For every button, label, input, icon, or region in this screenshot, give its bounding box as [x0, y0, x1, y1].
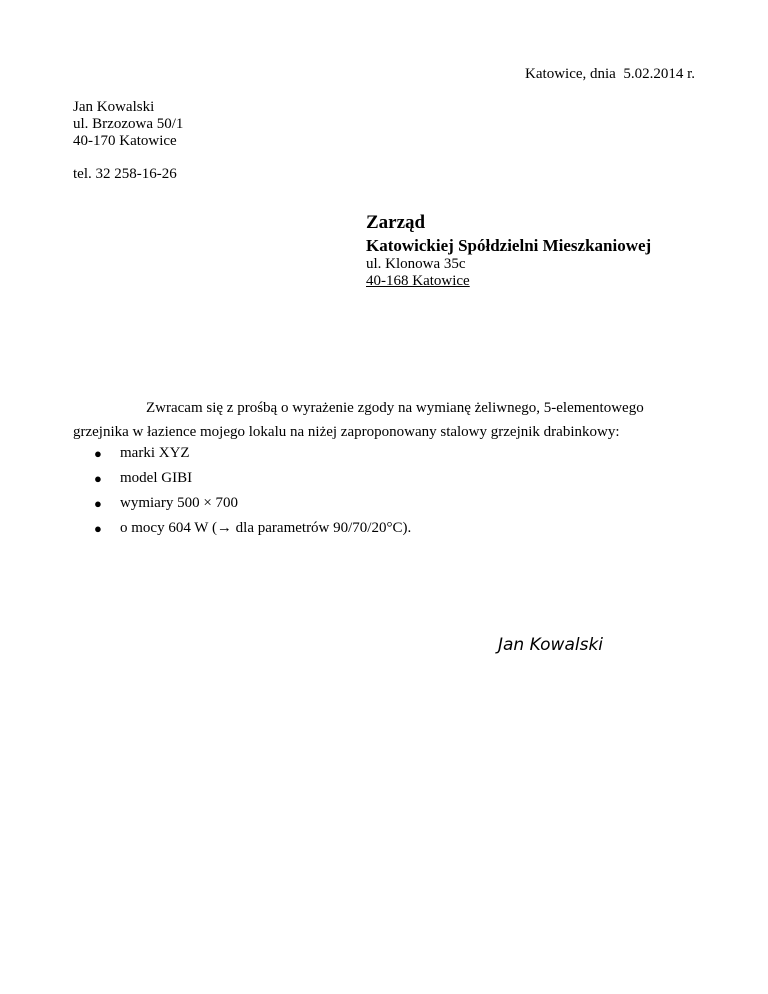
list-item-text: marki XYZ	[120, 445, 190, 461]
bullet-icon: ●	[94, 521, 102, 536]
paragraph-line-1: Zwracam się z prośbą o wyrażenie zgody na wymianę żeliwnego, 5-elementowego	[146, 400, 644, 416]
list-item-text: o mocy 604 W (→ dla parametrów 90/70/20°C).	[120, 520, 412, 536]
list-item	[73, 494, 411, 519]
recipient-title: Zarząd	[366, 212, 426, 233]
bullet-icon: ●	[94, 471, 102, 486]
sender-street: ul. Brzozowa 50/1	[73, 116, 184, 132]
body-paragraph	[73, 396, 693, 444]
sender-address	[73, 99, 183, 150]
bullet-icon: ●	[94, 496, 102, 511]
list-item	[73, 519, 411, 544]
paragraph-line-2: grzejnika w łazience mojego lokalu na niżej zaproponowany stalowy grzejnik drabinkowy:	[73, 424, 620, 440]
recipient-street: ul. Klonowa 35c	[366, 256, 466, 272]
date-line: Katowice, dnia 5.02.2014 r.	[525, 66, 695, 82]
list-item	[73, 469, 411, 494]
recipient-address	[366, 211, 651, 290]
signature: Jan Kowalski	[498, 635, 604, 655]
radiator-spec-list	[73, 444, 411, 544]
list-item	[73, 444, 411, 469]
sender-name: Jan Kowalski	[73, 99, 155, 115]
list-item-text: model GIBI	[120, 470, 193, 486]
recipient-organization: Katowickiej Spółdzielni Mieszkaniowej	[366, 236, 652, 255]
list-item-text: wymiary 500 × 700	[120, 495, 239, 511]
sender-phone: tel. 32 258-16-26	[73, 166, 177, 182]
recipient-city: 40-168 Katowice	[366, 273, 470, 289]
sender-city: 40-170 Katowice	[73, 133, 177, 149]
bullet-icon: ●	[94, 446, 102, 461]
